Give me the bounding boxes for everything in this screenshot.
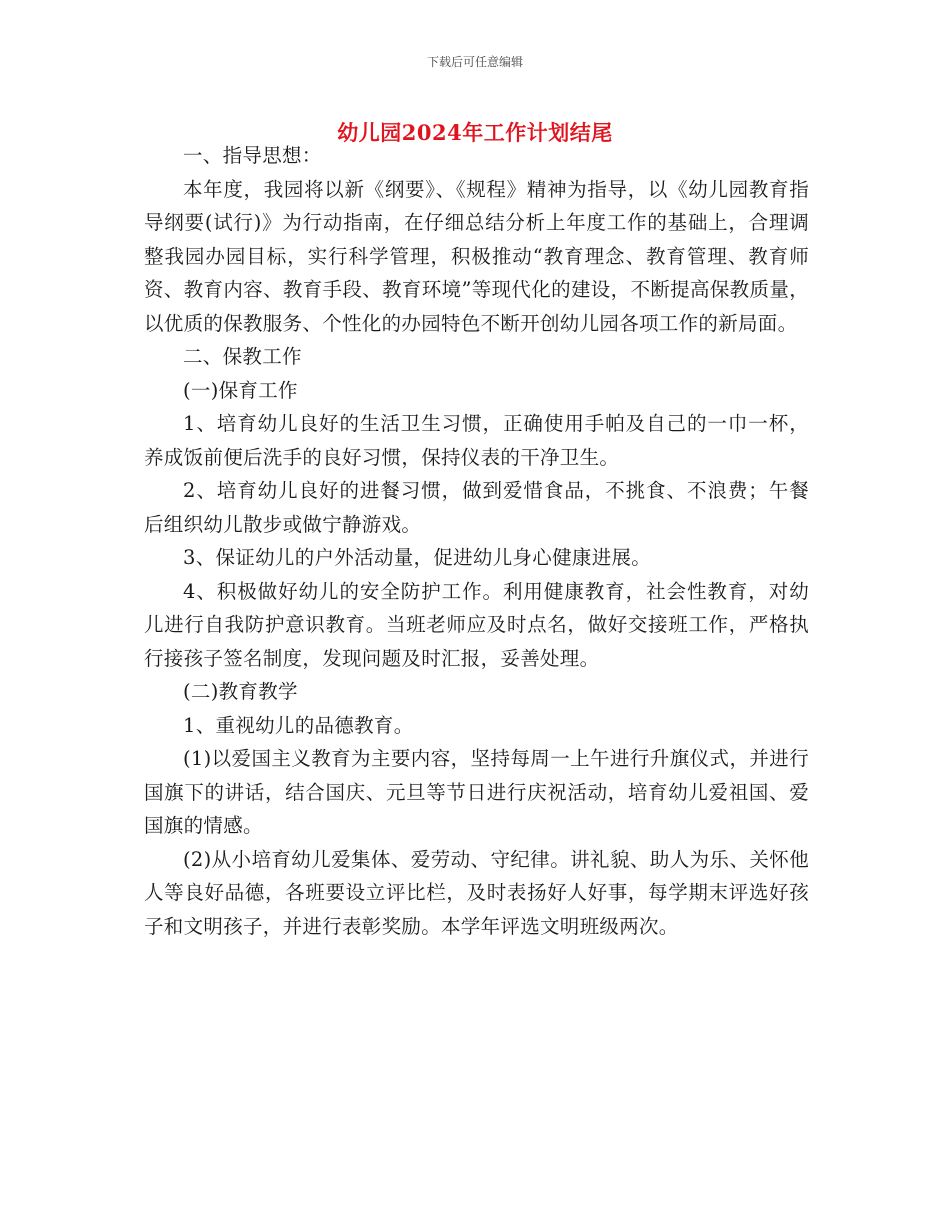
list-item-outdoor: 3、保证幼儿的户外活动量，促进幼儿身心健康进展。 bbox=[183, 546, 652, 569]
subheading-care-work: (一)保育工作 bbox=[183, 378, 298, 402]
heading-care-education: 二、保教工作 bbox=[183, 345, 302, 368]
list-item-patriotism: (1)以爱国主义教育为主要内容，坚持每周一上午进行升旗仪式，并进行国旗下的讲话，结合国庆、元旦等节日进行庆祝活动，培育幼儿爱祖国、爱国旗的情感。 bbox=[144, 747, 809, 837]
list-item-safety: 4、积极做好幼儿的安全防护工作。利用健康教育，社会性教育，对幼儿进行自我防护意识教育。当班老师应及时点名，做好交接班工作，严格执行接孩子签名制度，发现问题及时汇报，妥善处理。 bbox=[144, 579, 809, 670]
heading-guiding-ideology: 一、指导思想： bbox=[183, 144, 322, 167]
list-item-moral-education: 1、重视幼儿的品德教育。 bbox=[183, 713, 414, 737]
page-header-note: 下载后可任意编辑 bbox=[426, 55, 523, 69]
document-title: 幼儿园2024年工作计划结尾 bbox=[337, 120, 613, 145]
list-item-hygiene: 1、培育幼儿良好的生活卫生习惯，正确使用手帕及自己的一巾一杯，养成饭前便后洗手的良好习惯，保持仪表的干净卫生。 bbox=[144, 412, 809, 469]
paragraph-annual-overview: 本年度，我园将以新《纲要》、《规程》精神为指导，以《幼儿园教育指导纲要(试行)》为行动指南，在仔细总结分析上年度工作的基础上，合理调整我园办园目标，实行科学管理，积极推动“教育理念、教育管理、教育师资、教育内容、教育手段、教育环境”等现代化的建设，不断提高保教质量，以优质的保教服务、个性化的办园特色不断开创幼儿园各项工作的新局面。 bbox=[144, 177, 809, 335]
list-item-collective: (2)从小培育幼儿爱集体、爱劳动、守纪律。讲礼貌、助人为乐、关怀他人等良好品德，各班要设立评比栏，及时表扬好人好事，每学期末评选好孩子和文明孩子，并进行表彰奖励。本学年评选文明班级两次。 bbox=[144, 847, 809, 938]
subheading-teaching: (二)教育教学 bbox=[183, 680, 298, 703]
list-item-eating: 2、培育幼儿良好的进餐习惯，做到爱惜食品，不挑食、不浪费；午餐后组织幼儿散步或做宁静游戏。 bbox=[144, 479, 809, 536]
document-body bbox=[144, 139, 809, 943]
